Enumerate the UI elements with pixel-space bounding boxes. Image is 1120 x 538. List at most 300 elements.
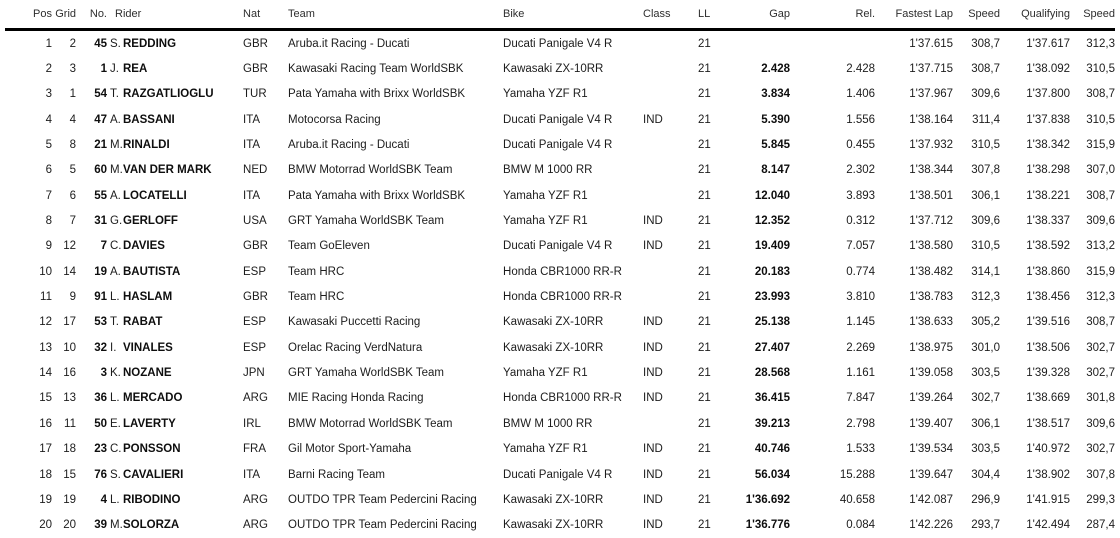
- cell-qualifying-time: 1'38.669: [1026, 392, 1071, 405]
- cell-team: Kawasaki Racing Team WorldSBK: [288, 63, 464, 76]
- cell-bike: Kawasaki ZX-10RR: [503, 63, 604, 76]
- cell-grid: 19: [63, 493, 76, 506]
- cell-class: IND: [643, 443, 663, 456]
- cell-qualifying-time: 1'38.517: [1026, 417, 1071, 430]
- cell-qualifying-time: 1'38.456: [1026, 291, 1071, 304]
- result-row: [5, 335, 1115, 360]
- cell-fastest-lap-speed: 309,6: [971, 88, 1001, 101]
- result-row: [5, 437, 1115, 462]
- cell-nationality: ARG: [243, 392, 268, 405]
- cell-qualifying-speed: 309,6: [1086, 215, 1116, 228]
- cell-bike: Ducati Panigale V4 R: [503, 113, 613, 126]
- cell-team: GRT Yamaha WorldSBK Team: [288, 367, 444, 380]
- cell-gap: 1'36.776: [745, 519, 791, 532]
- cell-fastest-lap-speed: 312,3: [971, 291, 1001, 304]
- cell-grid: 1: [69, 88, 76, 101]
- cell-position: 18: [39, 468, 52, 481]
- cell-relative-gap: 7.057: [846, 240, 876, 253]
- header-row: [5, 0, 1115, 30]
- cell-qualifying-time: 1'37.617: [1026, 37, 1071, 50]
- cell-laps: 21: [698, 113, 711, 126]
- cell-bike: Kawasaki ZX-10RR: [503, 341, 604, 354]
- cell-bike: Yamaha YZF R1: [503, 367, 588, 380]
- cell-class: IND: [643, 316, 663, 329]
- cell-nationality: USA: [243, 215, 267, 228]
- cell-laps: 21: [698, 417, 711, 430]
- cell-relative-gap: 0.774: [846, 265, 876, 278]
- cell-grid: 17: [63, 316, 76, 329]
- cell-fastest-lap-speed: 306,1: [971, 189, 1001, 202]
- cell-qualifying-time: 1'37.838: [1026, 113, 1071, 126]
- cell-rider-surname: BAUTISTA: [123, 265, 181, 278]
- cell-rider-number: 3: [100, 367, 107, 380]
- cell-bike: Kawasaki ZX-10RR: [503, 519, 604, 532]
- cell-bike: Honda CBR1000 RR-R: [503, 291, 622, 304]
- cell-bike: Yamaha YZF R1: [503, 443, 588, 456]
- cell-gap: 40.746: [754, 443, 791, 456]
- cell-grid: 16: [63, 367, 76, 380]
- cell-laps: 21: [698, 240, 711, 253]
- cell-gap: 27.407: [754, 341, 791, 354]
- cell-gap: 19.409: [754, 240, 791, 253]
- cell-position: 10: [39, 265, 52, 278]
- cell-rider-initial: T.: [110, 88, 119, 101]
- cell-class: IND: [643, 240, 663, 253]
- cell-fastest-lap: 1'38.344: [909, 164, 954, 177]
- cell-gap: 20.183: [754, 265, 791, 278]
- cell-nationality: GBR: [243, 291, 268, 304]
- cell-nationality: ESP: [243, 341, 267, 354]
- cell-rider-initial: S.: [110, 37, 121, 50]
- cell-rider-initial: C.: [110, 240, 122, 253]
- cell-rider-number: 36: [94, 392, 107, 405]
- cell-qualifying-time: 1'42.494: [1026, 519, 1071, 532]
- cell-rider-surname: DAVIES: [123, 240, 165, 253]
- cell-laps: 21: [698, 316, 711, 329]
- cell-team: Aruba.it Racing - Ducati: [288, 139, 410, 152]
- cell-rider-initial: E.: [110, 417, 121, 430]
- cell-team: BMW Motorrad WorldSBK Team: [288, 417, 453, 430]
- cell-grid: 15: [63, 468, 76, 481]
- cell-qualifying-speed: 310,5: [1086, 63, 1116, 76]
- result-row: [5, 386, 1115, 411]
- cell-nationality: GBR: [243, 63, 268, 76]
- cell-rider-surname: PONSSON: [123, 443, 181, 456]
- cell-bike: Ducati Panigale V4 R: [503, 37, 613, 50]
- cell-grid: 4: [69, 113, 76, 126]
- cell-qualifying-time: 1'38.860: [1026, 265, 1071, 278]
- cell-position: 12: [39, 316, 52, 329]
- cell-team: Team HRC: [288, 265, 345, 278]
- col-header-speed-fastest: Speed: [968, 8, 1001, 20]
- cell-rider-initial: L.: [110, 493, 120, 506]
- cell-qualifying-time: 1'38.506: [1026, 341, 1071, 354]
- cell-rider-number: 23: [94, 443, 107, 456]
- cell-relative-gap: 3.893: [846, 189, 876, 202]
- cell-rider-number: 53: [94, 316, 107, 329]
- cell-grid: 7: [69, 215, 76, 228]
- col-header-team: Team: [288, 8, 315, 20]
- cell-fastest-lap-speed: 296,9: [971, 493, 1001, 506]
- cell-relative-gap: 0.312: [846, 215, 876, 228]
- col-header-class: Class: [643, 8, 671, 20]
- cell-rider-surname: BASSANI: [123, 113, 175, 126]
- cell-position: 20: [39, 519, 52, 532]
- cell-fastest-lap: 1'37.967: [909, 88, 954, 101]
- cell-qualifying-speed: 313,2: [1086, 240, 1116, 253]
- cell-qualifying-time: 1'38.902: [1026, 468, 1071, 481]
- cell-position: 19: [39, 493, 52, 506]
- cell-team: Pata Yamaha with Brixx WorldSBK: [288, 189, 466, 202]
- cell-bike: BMW M 1000 RR: [503, 417, 593, 430]
- cell-fastest-lap: 1'38.633: [909, 316, 954, 329]
- cell-position: 4: [45, 113, 52, 126]
- cell-qualifying-time: 1'39.328: [1026, 367, 1071, 380]
- cell-qualifying-speed: 312,3: [1086, 37, 1116, 50]
- cell-qualifying-speed: 308,7: [1086, 88, 1116, 101]
- cell-qualifying-speed: 287,4: [1086, 519, 1116, 532]
- cell-relative-gap: 15.288: [839, 468, 876, 481]
- cell-nationality: TUR: [243, 88, 267, 101]
- cell-position: 7: [45, 189, 52, 202]
- cell-qualifying-speed: 315,9: [1086, 139, 1116, 152]
- cell-rider-initial: G.: [110, 215, 123, 228]
- result-row: [5, 259, 1115, 284]
- col-header-qualifying: Qualifying: [1021, 8, 1071, 20]
- cell-position: 3: [45, 88, 52, 101]
- cell-bike: Yamaha YZF R1: [503, 88, 588, 101]
- cell-position: 5: [45, 139, 52, 152]
- cell-rider-initial: M.: [110, 519, 123, 532]
- cell-relative-gap: 2.269: [846, 341, 876, 354]
- cell-grid: 6: [69, 189, 76, 202]
- cell-bike: Kawasaki ZX-10RR: [503, 493, 604, 506]
- cell-team: MIE Racing Honda Racing: [288, 392, 424, 405]
- cell-grid: 20: [63, 519, 76, 532]
- cell-gap: 1'36.692: [745, 493, 791, 506]
- cell-grid: 12: [63, 240, 76, 253]
- cell-qualifying-speed: 308,7: [1086, 189, 1116, 202]
- cell-fastest-lap: 1'37.712: [909, 215, 954, 228]
- cell-team: Aruba.it Racing - Ducati: [288, 37, 410, 50]
- cell-fastest-lap-speed: 302,7: [971, 392, 1001, 405]
- cell-rider-surname: RINALDI: [123, 139, 170, 152]
- cell-class: IND: [643, 367, 663, 380]
- cell-qualifying-speed: 309,6: [1086, 417, 1116, 430]
- cell-rider-number: 60: [94, 164, 107, 177]
- cell-fastest-lap-speed: 305,2: [971, 316, 1001, 329]
- cell-gap: 56.034: [754, 468, 791, 481]
- cell-gap: 39.213: [754, 417, 791, 430]
- cell-class: [643, 183, 698, 208]
- cell-rider-surname: RABAT: [123, 316, 163, 329]
- cell-qualifying-speed: 302,7: [1086, 341, 1116, 354]
- cell-relative-gap: 3.810: [846, 291, 876, 304]
- cell-rider-number: 1: [100, 63, 107, 76]
- cell-relative-gap: 2.428: [846, 63, 876, 76]
- cell-qualifying-speed: 301,8: [1086, 392, 1116, 405]
- cell-qualifying-time: 1'38.298: [1026, 164, 1071, 177]
- cell-laps: 21: [698, 519, 711, 532]
- cell-fastest-lap: 1'37.932: [909, 139, 954, 152]
- cell-rider-number: 4: [100, 493, 107, 506]
- cell-fastest-lap: 1'38.580: [909, 240, 954, 253]
- cell-bike: Yamaha YZF R1: [503, 215, 588, 228]
- cell-qualifying-time: 1'38.092: [1026, 63, 1071, 76]
- cell-gap: 8.147: [761, 164, 791, 177]
- cell-qualifying-time: 1'39.516: [1026, 316, 1071, 329]
- result-row: [5, 487, 1115, 512]
- cell-class: [643, 259, 698, 284]
- cell-rider-initial: M.: [110, 164, 123, 177]
- cell-class: IND: [643, 468, 663, 481]
- cell-nationality: NED: [243, 164, 268, 177]
- cell-bike: Ducati Panigale V4 R: [503, 139, 613, 152]
- cell-laps: 21: [698, 63, 711, 76]
- cell-relative-gap: 0.084: [846, 519, 876, 532]
- result-row: [5, 284, 1115, 309]
- cell-qualifying-speed: 307,0: [1086, 164, 1116, 177]
- cell-qualifying-speed: 302,7: [1086, 443, 1116, 456]
- cell-relative-gap: 1.556: [846, 113, 876, 126]
- cell-fastest-lap: 1'38.501: [909, 189, 954, 202]
- cell-position: 8: [45, 215, 52, 228]
- cell-nationality: FRA: [243, 443, 267, 456]
- cell-relative-gap: 0.455: [846, 139, 876, 152]
- cell-fastest-lap-speed: 311,4: [972, 113, 1001, 126]
- cell-gap: 5.845: [761, 139, 791, 152]
- cell-fastest-lap: 1'42.087: [909, 493, 954, 506]
- cell-relative-gap: 1.533: [846, 443, 876, 456]
- cell-class: [643, 132, 698, 157]
- cell-rider-surname: VINALES: [123, 341, 173, 354]
- cell-qualifying-speed: 299,3: [1086, 493, 1116, 506]
- cell-rider-initial: K.: [110, 367, 121, 380]
- cell-nationality: GBR: [243, 240, 268, 253]
- cell-bike: Kawasaki ZX-10RR: [503, 316, 604, 329]
- cell-laps: 21: [698, 468, 711, 481]
- cell-nationality: GBR: [243, 37, 268, 50]
- cell-fastest-lap: 1'39.407: [909, 417, 954, 430]
- cell-qualifying-speed: 308,7: [1086, 316, 1116, 329]
- cell-rider-surname: RIBODINO: [123, 493, 181, 506]
- cell-nationality: ITA: [243, 113, 261, 126]
- cell-nationality: IRL: [243, 417, 261, 430]
- cell-class: IND: [643, 341, 663, 354]
- cell-class: [643, 82, 698, 107]
- cell-rider-number: 32: [94, 341, 107, 354]
- cell-fastest-lap-speed: 293,7: [971, 519, 1001, 532]
- cell-laps: 21: [698, 443, 711, 456]
- results-body: [5, 30, 1115, 538]
- cell-nationality: ITA: [243, 189, 261, 202]
- col-header-rel: Rel.: [855, 8, 876, 20]
- col-header-nat: Nat: [243, 8, 261, 20]
- col-header-no: No.: [89, 8, 107, 20]
- result-row: [5, 107, 1115, 132]
- cell-class: [643, 411, 698, 436]
- cell-grid: 5: [69, 164, 76, 177]
- cell-grid: 8: [69, 139, 76, 152]
- result-row: [5, 208, 1115, 233]
- cell-rider-number: 31: [94, 215, 107, 228]
- cell-fastest-lap-speed: 308,7: [971, 37, 1001, 50]
- cell-grid: 10: [63, 341, 76, 354]
- cell-rider-surname: HASLAM: [123, 291, 173, 304]
- cell-team: Pata Yamaha with Brixx WorldSBK: [288, 88, 466, 101]
- cell-fastest-lap: 1'39.647: [909, 468, 954, 481]
- cell-relative-gap: 7.847: [846, 392, 876, 405]
- cell-team: Motocorsa Racing: [288, 113, 381, 126]
- cell-position: 17: [39, 443, 52, 456]
- cell-fastest-lap: 1'39.264: [909, 392, 954, 405]
- cell-rider-number: 39: [94, 519, 107, 532]
- cell-rider-surname: REA: [123, 63, 148, 76]
- cell-fastest-lap: 1'37.715: [909, 63, 954, 76]
- cell-position: 1: [45, 37, 52, 50]
- cell-team: Gil Motor Sport-Yamaha: [288, 443, 412, 456]
- cell-fastest-lap: 1'38.975: [909, 341, 954, 354]
- cell-class: IND: [643, 493, 663, 506]
- cell-class: IND: [643, 215, 663, 228]
- col-header-pos: Pos: [33, 8, 52, 20]
- cell-fastest-lap-speed: 303,5: [971, 367, 1001, 380]
- cell-rider-initial: A.: [110, 189, 121, 202]
- cell-gap: 5.390: [761, 113, 791, 126]
- cell-grid: 18: [63, 443, 76, 456]
- cell-class: [643, 284, 698, 309]
- cell-gap: 28.568: [754, 367, 791, 380]
- cell-laps: 21: [698, 88, 711, 101]
- cell-rider-surname: LOCATELLI: [123, 189, 187, 202]
- cell-rider-initial: C.: [110, 443, 122, 456]
- cell-rider-surname: GERLOFF: [123, 215, 178, 228]
- cell-qualifying-time: 1'38.592: [1026, 240, 1071, 253]
- cell-rider-surname: REDDING: [123, 37, 177, 50]
- cell-class: IND: [643, 113, 663, 126]
- cell-fastest-lap-speed: 309,6: [971, 215, 1001, 228]
- cell-rider-initial: M.: [110, 139, 123, 152]
- cell-gap: 3.834: [761, 88, 791, 101]
- result-row: [5, 183, 1115, 208]
- cell-qualifying-speed: 307,8: [1086, 468, 1116, 481]
- result-row: [5, 132, 1115, 157]
- cell-qualifying-speed: 302,7: [1086, 367, 1116, 380]
- cell-laps: 21: [698, 139, 711, 152]
- cell-fastest-lap-speed: 306,1: [971, 417, 1001, 430]
- cell-rider-number: 91: [94, 291, 107, 304]
- cell-relative-gap: 1.406: [846, 88, 876, 101]
- cell-nationality: JPN: [243, 367, 265, 380]
- cell-relative-gap: 40.658: [839, 493, 876, 506]
- cell-rider-number: 45: [94, 37, 107, 50]
- cell-rider-initial: L.: [110, 291, 120, 304]
- cell-fastest-lap: 1'39.534: [909, 443, 954, 456]
- cell-gap: 23.993: [754, 291, 791, 304]
- cell-position: 16: [39, 417, 52, 430]
- cell-position: 14: [39, 367, 52, 380]
- cell-rider-number: 47: [94, 113, 107, 126]
- cell-position: 13: [39, 341, 52, 354]
- cell-fastest-lap: 1'38.783: [909, 291, 954, 304]
- race-results-table: [5, 0, 1115, 538]
- cell-position: 9: [45, 240, 52, 253]
- cell-rider-number: 54: [94, 88, 107, 101]
- cell-nationality: ITA: [243, 468, 261, 481]
- cell-team: OUTDO TPR Team Pedercini Racing: [288, 493, 477, 506]
- cell-laps: 21: [698, 493, 711, 506]
- result-row: [5, 360, 1115, 385]
- cell-position: 2: [45, 63, 52, 76]
- cell-rider-surname: VAN DER MARK: [123, 164, 212, 177]
- cell-rider-number: 50: [94, 417, 107, 430]
- cell-fastest-lap: 1'38.482: [909, 265, 954, 278]
- cell-rider-surname: LAVERTY: [123, 417, 176, 430]
- cell-team: Orelac Racing VerdNatura: [288, 341, 423, 354]
- col-header-bike: Bike: [503, 8, 525, 20]
- cell-qualifying-time: 1'38.342: [1026, 139, 1071, 152]
- cell-rider-initial: I.: [110, 341, 117, 354]
- col-header-gap: Gap: [769, 8, 791, 20]
- cell-laps: 21: [698, 189, 711, 202]
- cell-grid: 9: [69, 291, 76, 304]
- cell-laps: 21: [698, 367, 711, 380]
- cell-fastest-lap-speed: 310,5: [971, 139, 1001, 152]
- cell-grid: 13: [63, 392, 76, 405]
- cell-class: [643, 30, 698, 57]
- cell-laps: 21: [698, 215, 711, 228]
- cell-rider-initial: T.: [110, 316, 119, 329]
- cell-gap: 36.415: [754, 392, 791, 405]
- cell-rider-surname: RAZGATLIOGLU: [123, 88, 214, 101]
- cell-rider-initial: J.: [110, 63, 119, 76]
- cell-relative-gap: 1.145: [846, 316, 876, 329]
- cell-fastest-lap-speed: 303,5: [971, 443, 1001, 456]
- cell-bike: Ducati Panigale V4 R: [503, 468, 613, 481]
- result-row: [5, 158, 1115, 183]
- cell-qualifying-speed: 312,3: [1086, 291, 1116, 304]
- result-row: [5, 30, 1115, 57]
- cell-class: IND: [643, 392, 663, 405]
- cell-nationality: ARG: [243, 519, 268, 532]
- cell-qualifying-speed: 310,5: [1086, 113, 1116, 126]
- cell-rider-number: 76: [94, 468, 107, 481]
- cell-class: [643, 158, 698, 183]
- cell-gap: 25.138: [754, 316, 791, 329]
- cell-relative-gap: 1.161: [846, 367, 876, 380]
- result-row: [5, 234, 1115, 259]
- cell-bike: Honda CBR1000 RR-R: [503, 392, 622, 405]
- cell-nationality: ESP: [243, 316, 267, 329]
- cell-qualifying-time: 1'40.972: [1026, 443, 1071, 456]
- cell-team: BMW Motorrad WorldSBK Team: [288, 164, 453, 177]
- cell-rider-surname: NOZANE: [123, 367, 172, 380]
- cell-relative-gap: [790, 30, 875, 57]
- col-header-grid: Grid: [55, 8, 76, 20]
- cell-gap: 12.352: [754, 215, 791, 228]
- cell-bike: Ducati Panigale V4 R: [503, 240, 613, 253]
- cell-fastest-lap-speed: 310,5: [971, 240, 1001, 253]
- cell-rider-initial: S.: [110, 468, 121, 481]
- cell-laps: 21: [698, 37, 711, 50]
- cell-class: IND: [643, 519, 663, 532]
- cell-grid: 14: [63, 265, 76, 278]
- cell-laps: 21: [698, 291, 711, 304]
- cell-nationality: ESP: [243, 265, 267, 278]
- cell-grid: 2: [69, 37, 76, 50]
- cell-qualifying-time: 1'38.221: [1026, 189, 1071, 202]
- col-header-ll: LL: [698, 8, 711, 20]
